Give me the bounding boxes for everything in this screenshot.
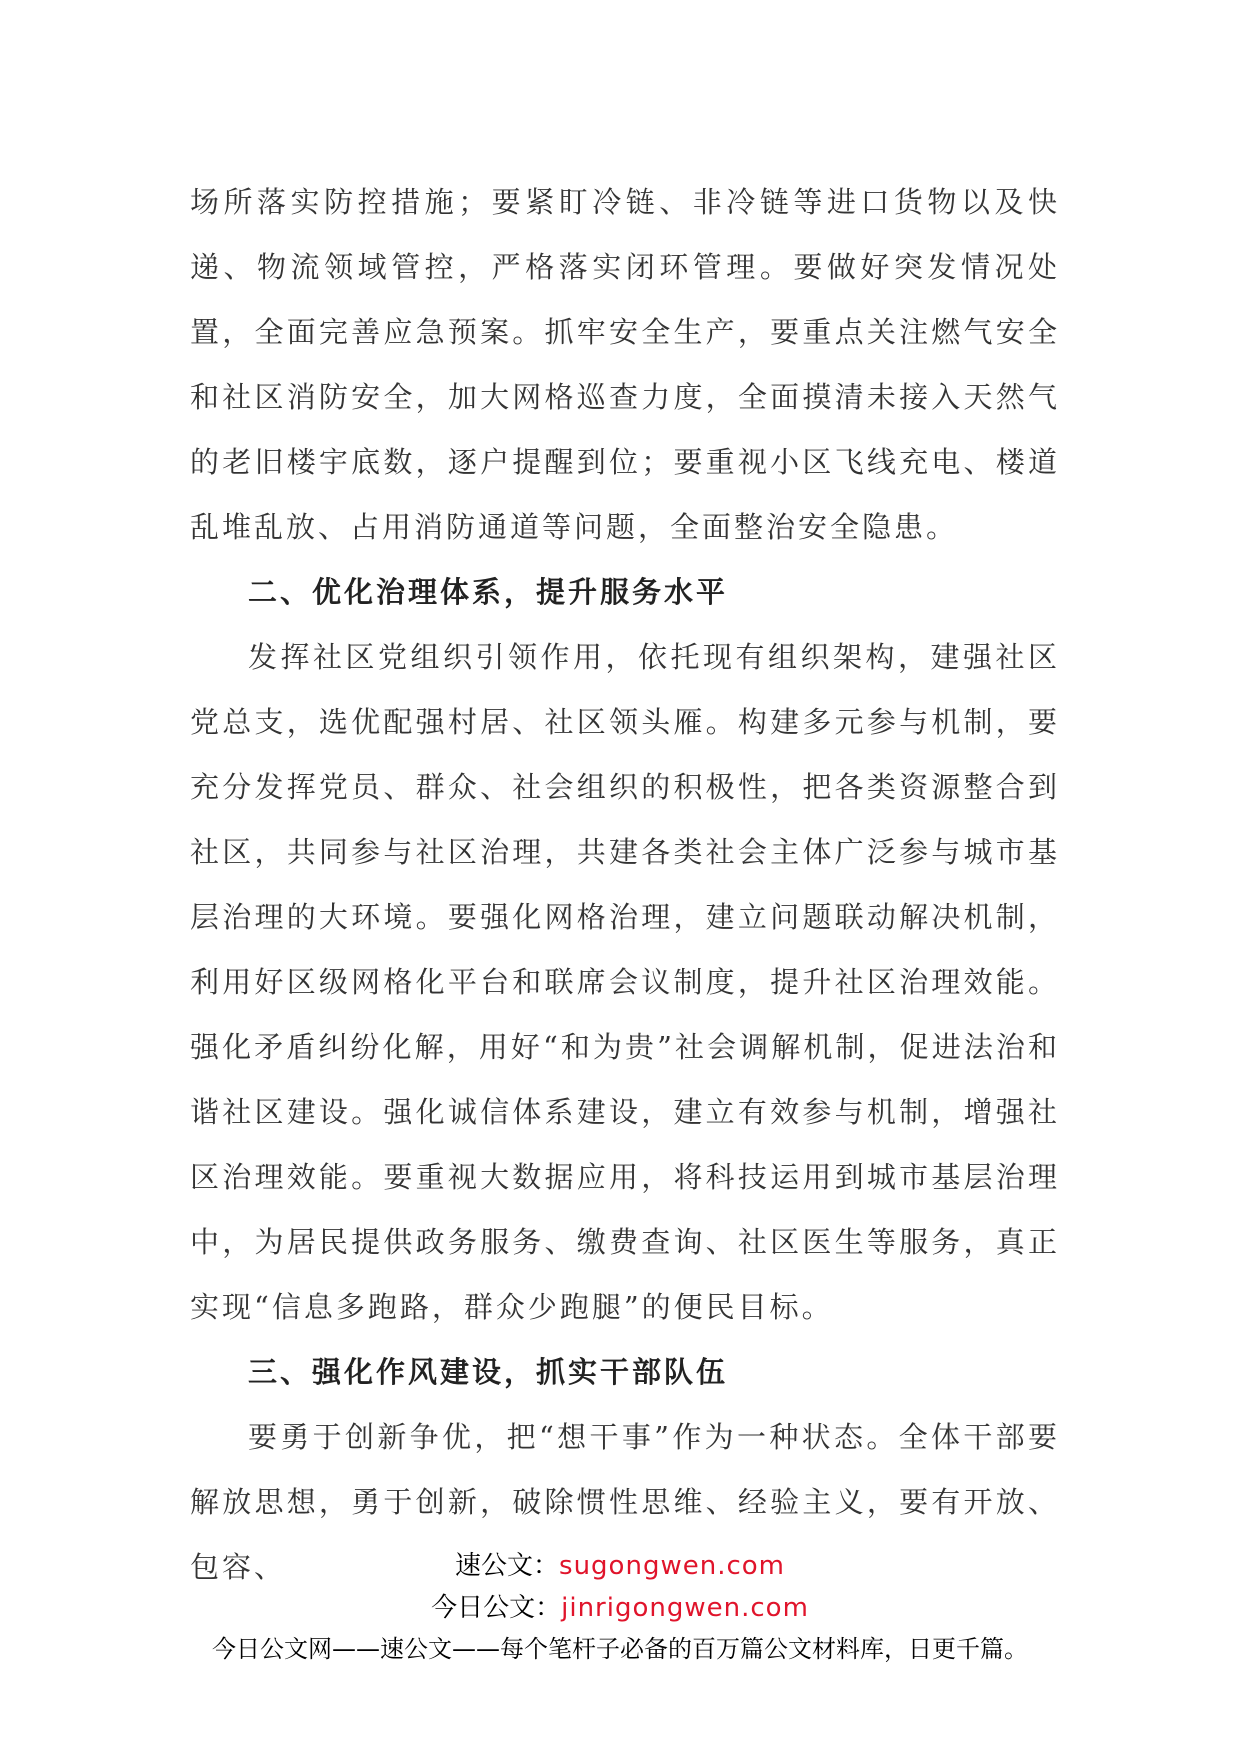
footer-link-sugongwen[interactable]: sugongwen.com xyxy=(559,1551,785,1581)
document-body xyxy=(190,170,1060,1600)
footer-slogan: 今日公文网——速公文——每个笔杆子必备的百万篇公文材料库，日更千篇。 xyxy=(212,1635,1028,1663)
paragraph-2: 发挥社区党组织引领作用，依托现有组织架构，建强社区党总支，选优配强村居、社区领头雁。构建多元参与机制，要充分发挥党员、群众、社会组织的积极性，把各类资源整合到社区，共同参与社区治理，共建各类社会主体广泛参与城市基层治理的大环境。要强化网格治理，建立问题联动解决机制，利用好区级网格化平台和联席会议制度，提升社区治理效能。强化矛盾纠纷化解，用好“和为贵”社会调解机制，促进法治和谐社区建设。强化诚信体系建设，建立有效参与机制，增强社区治理效能。要重视大数据应用，将科技运用到城市基层治理中，为居民提供政务服务、缴费查询、社区医生等服务，真正实现“信息多跑路，群众少跑腿”的便民目标。 xyxy=(190,640,1060,1324)
paragraph-1: 场所落实防控措施；要紧盯冷链、非冷链等进口货物以及快递、物流领域管控，严格落实闭环管理。要做好突发情况处置，全面完善应急预案。抓牢安全生产，要重点关注燃气安全和社区消防安全，加大网格巡查力度，全面摸清未接入天然气的老旧楼宇底数，逐户提醒到位；要重视小区飞线充电、楼道乱堆乱放、占用消防通道等问题，全面整治安全隐患。 xyxy=(190,185,1060,544)
footer-label-1: 速公文： xyxy=(455,1551,560,1581)
section-heading-2: 二、优化治理体系，提升服务水平 xyxy=(248,575,729,609)
footer-label-2: 今日公文： xyxy=(431,1593,562,1623)
section-heading-3: 三、强化作风建设，抓实干部队伍 xyxy=(248,1355,729,1389)
footer-link-jinrigongwen[interactable]: jinrigongwen.com xyxy=(561,1593,809,1623)
footer-jinrigongwen xyxy=(0,1587,1240,1624)
footer-sugongwen xyxy=(0,1545,1240,1582)
paragraph-3: 要勇于创新争优，把“想干事”作为一种状态。全体干部要解放思想，勇于创新，破除惯性思维、经验主义，要有开放、包容、 xyxy=(190,1420,1060,1584)
